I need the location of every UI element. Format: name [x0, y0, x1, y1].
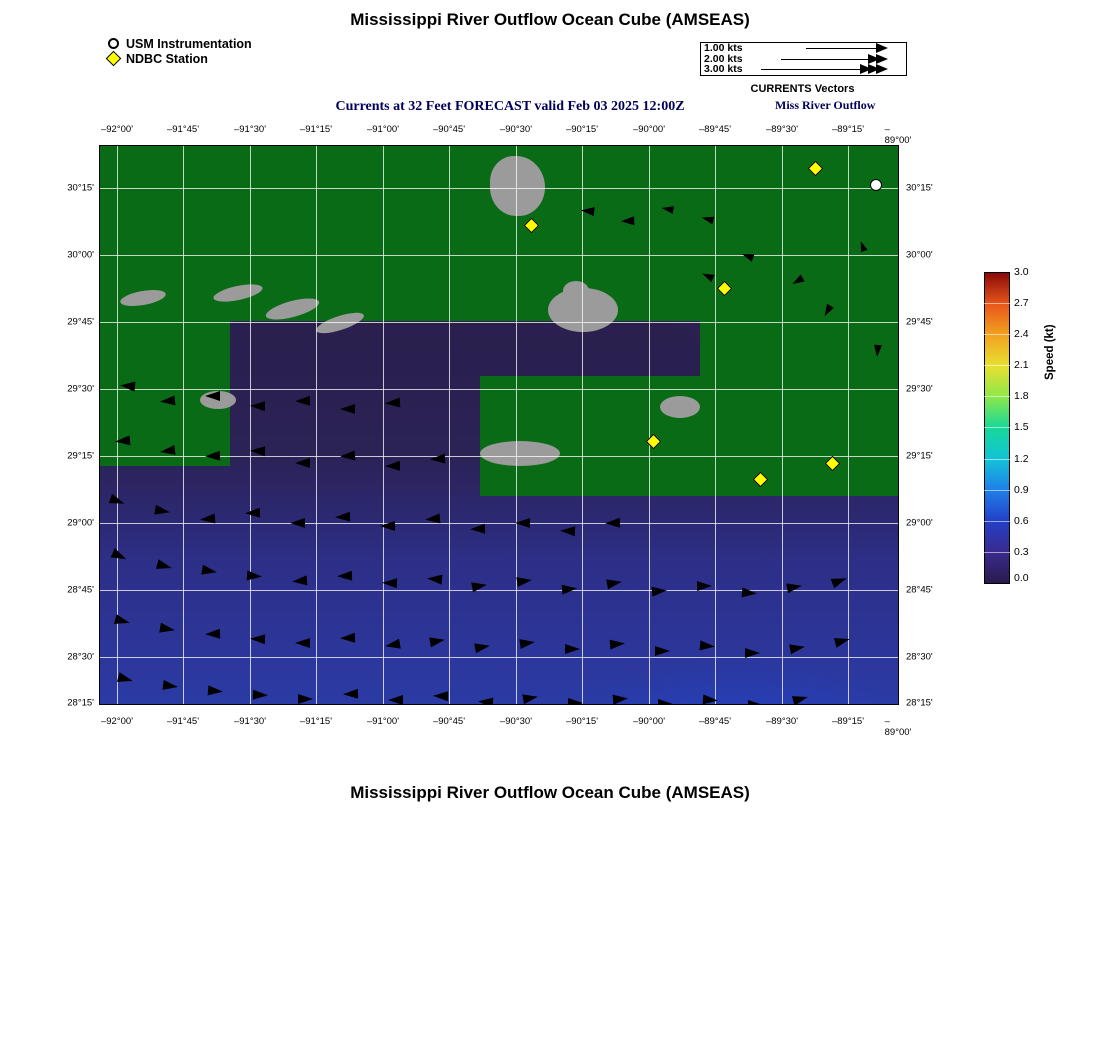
page-title: Mississippi River Outflow Ocean Cube (AMSEAS)	[350, 10, 750, 29]
ndbc-station-marker[interactable]	[524, 218, 540, 234]
x-tick-label: –90°45'	[432, 124, 466, 135]
y-tick-label: 29°45'	[67, 316, 94, 328]
y-tick-label: 28°45'	[67, 584, 94, 596]
x-tick-label: –90°00'	[632, 124, 666, 135]
x-tick-label: –91°15'	[299, 716, 333, 727]
vector-shaft-icon	[806, 48, 876, 49]
colorbar-title: Speed (kt)	[1044, 324, 1056, 380]
y-axis-right	[906, 146, 952, 709]
x-tick-label: –91°00'	[366, 716, 400, 727]
map-region-label: Miss River Outflow	[775, 98, 876, 112]
x-tick-label: –90°00'	[632, 716, 666, 727]
vector-shaft-icon	[761, 69, 876, 70]
colorbar-tick-label: 2.7	[1014, 297, 1029, 309]
y-tick-label: 28°45'	[906, 584, 933, 596]
ndbc-station-marker[interactable]	[825, 456, 841, 472]
y-tick-label: 28°15'	[906, 697, 933, 709]
x-axis-top	[100, 124, 912, 146]
vector-scale-key	[700, 42, 907, 76]
colorbar-tick-label: 3.0	[1014, 266, 1029, 278]
y-tick-label: 29°30'	[67, 383, 94, 395]
legend-item-label: USM Instrumentation	[126, 36, 252, 51]
colorbar-tick-label: 2.4	[1014, 328, 1029, 340]
x-tick-label: –92°00'	[100, 124, 134, 135]
y-tick-label: 28°30'	[906, 651, 933, 663]
y-axis-left	[48, 146, 94, 709]
x-tick-label: –91°45'	[166, 716, 200, 727]
x-tick-label: –91°30'	[233, 124, 267, 135]
vector-key-row-3	[701, 64, 906, 75]
colorbar-tick-label: 1.8	[1014, 390, 1029, 402]
y-tick-label: 29°00'	[67, 517, 94, 529]
map-subtitle: Currents at 32 Feet FORECAST valid Feb 03 2025 12:00Z	[335, 99, 685, 114]
y-tick-label: 29°15'	[67, 450, 94, 462]
x-tick-label: –89°30'	[765, 124, 799, 135]
x-tick-label: –89°30'	[765, 716, 799, 727]
station-markers	[100, 146, 898, 704]
x-tick-label: –89°15'	[831, 716, 865, 727]
diamond-marker-icon	[106, 51, 122, 67]
legend-item-usm	[108, 36, 252, 51]
speed-colorbar	[984, 272, 1010, 584]
vector-arrowhead-icon	[860, 64, 872, 74]
vector-arrowhead-icon	[868, 54, 880, 64]
y-tick-label: 30°00'	[906, 249, 933, 261]
x-tick-label: –92°00'	[100, 716, 134, 727]
ndbc-station-marker[interactable]	[753, 472, 769, 488]
x-tick-label: –91°45'	[166, 124, 200, 135]
x-axis-bottom	[100, 716, 912, 738]
x-tick-label: –90°15'	[565, 124, 599, 135]
colorbar-tick-label: 0.9	[1014, 484, 1029, 496]
y-tick-label: 28°30'	[67, 651, 94, 663]
circle-marker-icon	[108, 38, 119, 49]
ndbc-station-marker[interactable]	[646, 434, 662, 450]
vector-key-caption: CURRENTS Vectors	[750, 83, 855, 95]
x-tick-label: –90°15'	[565, 716, 599, 727]
y-tick-label: 29°15'	[906, 450, 933, 462]
x-tick-label: –91°15'	[299, 124, 333, 135]
vector-key-label: 3.00 kts	[704, 63, 743, 76]
legend-item-ndbc	[108, 51, 252, 66]
x-tick-label: –91°30'	[233, 716, 267, 727]
colorbar-tick-label: 2.1	[1014, 359, 1029, 371]
x-tick-label: –90°30'	[499, 716, 533, 727]
ndbc-station-marker[interactable]	[717, 281, 733, 297]
vector-shaft-icon	[781, 59, 876, 60]
legend-item-label: NDBC Station	[126, 51, 208, 66]
usm-instrumentation-marker[interactable]	[870, 179, 882, 191]
x-tick-label: –89°00'	[884, 124, 912, 146]
map-legend	[108, 36, 252, 66]
colorbar-tick-label: 0.3	[1014, 546, 1029, 558]
y-tick-label: 29°30'	[906, 383, 933, 395]
y-tick-label: 28°15'	[67, 697, 94, 709]
x-tick-label: –89°15'	[831, 124, 865, 135]
colorbar-tick-label: 1.2	[1014, 453, 1029, 465]
vector-arrowhead-icon	[876, 43, 888, 53]
x-tick-label: –91°00'	[366, 124, 400, 135]
ndbc-station-marker[interactable]	[808, 161, 824, 177]
colorbar-tick-label: 0.6	[1014, 515, 1029, 527]
y-tick-label: 29°45'	[906, 316, 933, 328]
colorbar-tick-label: 0.0	[1014, 572, 1029, 584]
footer-title: Mississippi River Outflow Ocean Cube (AMSEAS)	[350, 783, 750, 802]
x-tick-label: –90°45'	[432, 716, 466, 727]
x-tick-label: –89°45'	[698, 124, 732, 135]
y-tick-label: 29°00'	[906, 517, 933, 529]
x-tick-label: –89°00'	[884, 716, 912, 738]
y-tick-label: 30°00'	[67, 249, 94, 261]
vector-key-label: 1.00 kts	[704, 42, 743, 54]
vector-key-label: 2.00 kts	[704, 52, 743, 65]
x-tick-label: –89°45'	[698, 716, 732, 727]
x-tick-label: –90°30'	[499, 124, 533, 135]
colorbar-tick-label: 1.5	[1014, 421, 1029, 433]
y-tick-label: 30°15'	[67, 182, 94, 194]
y-tick-label: 30°15'	[906, 182, 933, 194]
